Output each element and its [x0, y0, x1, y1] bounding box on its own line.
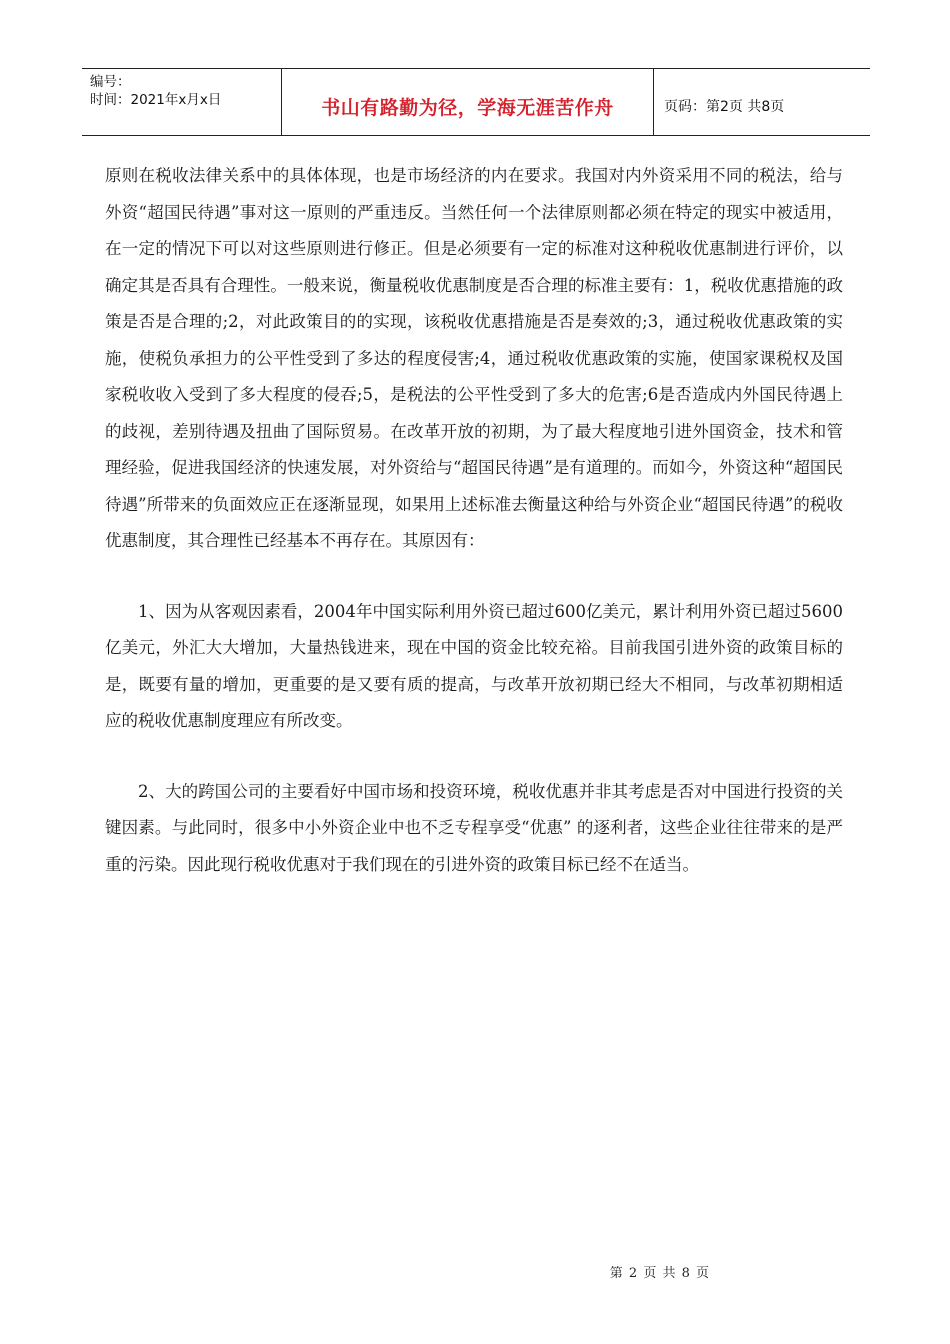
footer-page-number: 第 2 页 共 8 页	[609, 1266, 710, 1281]
header-motto-cell	[282, 69, 654, 135]
motto: 书山有路勤为径，学海无涯苦作舟	[321, 96, 614, 119]
header-meta	[82, 69, 282, 135]
paragraph-continuation: 原则在税收法律关系中的具体体现，也是市场经济的内在要求。我国对内外资采用不同的税法，给与外资“超国民待遇”事对这一原则的严重违反。当然任何一个法律原则都必须在特定的现实中被适用，在一定的情况下可以对这些原则进行修正。但是必须要有一定的标准对这种税收优惠制进行评价，以确定其是否具有合理性。一般来说，衡量税收优惠制度是否合理的标准主要有：1，税收优惠措施的政策是否是合理的;2，对此政策目的的实现，该税收优惠措施是否是奏效的;3，通过税收优惠政策的实施，使税负承担力的公平性受到了多达的程度侵害;4，通过税收优惠政策的实施，使国家课税权及国家税收收入受到了多大程度的侵吞;5，是税法的公平性受到了多大的危害;6是否造成内外国民待遇上的歧视，差别待遇及扭曲了国际贸易。在改革开放的初期，为了最大程度地引进外国资金，技术和管理经验，促进我国经济的快速发展，对外资给与“超国民待遇”是有道理的。而如今，外资这种“超国民待遇”所带来的负面效应正在逐渐显现，如果用上述标准去衡量这种给与外资企业“超国民待遇”的税收优惠制度，其合理性已经基本不再存在。其原因有：	[105, 166, 843, 550]
document-header	[82, 68, 870, 136]
number-label: 编号：	[90, 74, 131, 90]
page-footer	[0, 1262, 950, 1281]
document-body	[105, 158, 843, 883]
time-label: 时间：2021年x月x日	[90, 92, 222, 108]
page-code: 页码：第2页 共8页	[664, 99, 785, 115]
header-page-code-cell	[654, 69, 870, 135]
paragraph-reason-2: 2、大的跨国公司的主要看好中国市场和投资环境，税收优惠并非其考虑是否对中国进行投资的关键因素。与此同时，很多中小外资企业中也不乏专程享受“优惠” 的逐利者，这些企业往往带来的是严重的污染。因此现行税收优惠对于我们现在的引进外资的政策目标已经不在适当。	[105, 781, 843, 874]
paragraph-reason-1: 1、因为从客观因素看，2004年中国实际利用外资已超过600亿美元，累计利用外资已超过5600亿美元，外汇大大增加，大量热钱进来，现在中国的资金比较充裕。目前我国引进外资的政策目标的是，既要有量的增加，更重要的是又要有质的提高，与改革开放初期已经大不相同，与改革初期相适应的税收优惠制度理应有所改变。	[105, 601, 843, 730]
